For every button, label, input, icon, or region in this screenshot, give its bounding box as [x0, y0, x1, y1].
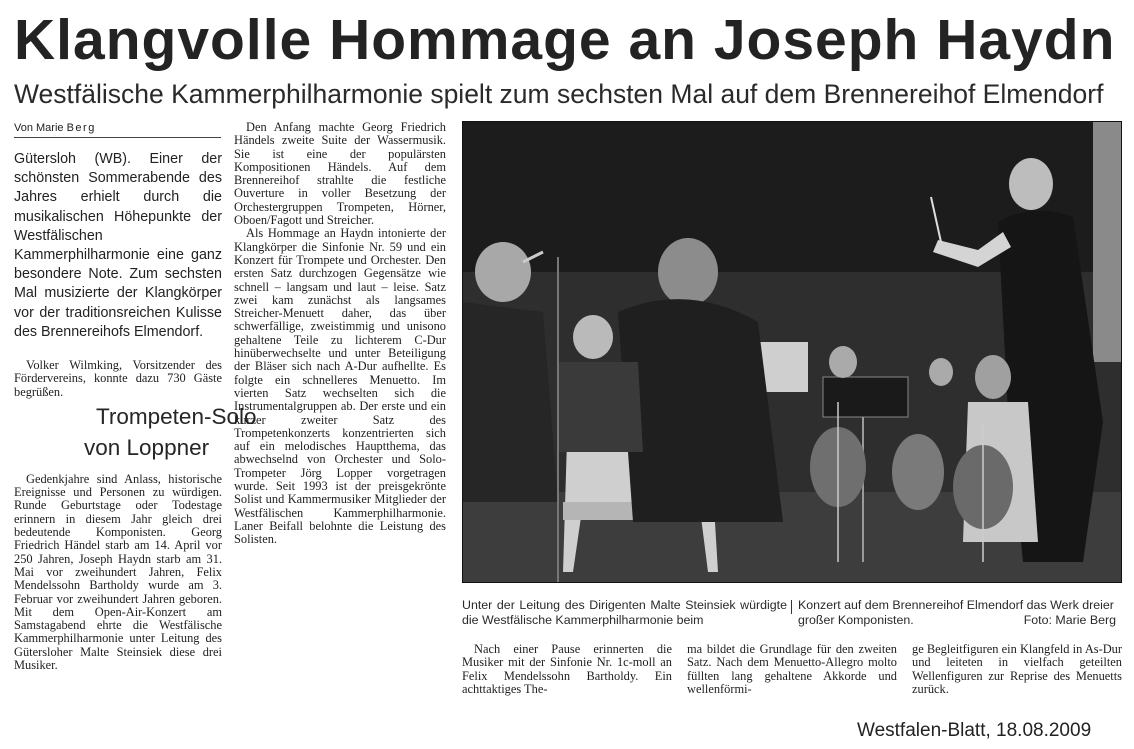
- caption-right: [798, 598, 1116, 627]
- subheadline: Westfälische Kammerphilharmonie spielt zum sechsten Mal auf dem Brennereihof Elmendorf: [14, 79, 1104, 109]
- subheading-line: Trompeten-Solo: [96, 403, 257, 429]
- source-line: Westfalen-Blatt, 18.08.2009: [857, 720, 1092, 741]
- subheading-line: von Loppner: [84, 434, 210, 460]
- paragraph: [14, 399, 257, 673]
- column-5: [912, 643, 1122, 705]
- paragraph: Nach einer Pause erinnerten die Musiker mit der Sinfonie Nr. 1c-moll an Felix Mendelssohn Bartholdy. Ein achttaktiges The-: [462, 642, 672, 696]
- caption-divider: [791, 600, 792, 614]
- caption-right-text: Konzert auf dem Brennereihof Elmendorf das Werk dreier großer Komponisten.: [798, 598, 1114, 627]
- photo-credit: Foto: Marie Berg: [1023, 612, 1116, 627]
- byline-prefix: Von Marie: [14, 122, 64, 134]
- headline: Klangvolle Hommage an Joseph Haydn: [14, 8, 1116, 72]
- paragraph: ge Begleitfiguren ein Klangfeld in As-Dur und leiteten in vielfach geteilten Wellenfiguren zur Reprise des Menuetts zurück.: [912, 642, 1122, 696]
- column-4: [687, 643, 897, 705]
- byline-name: Berg: [66, 122, 96, 134]
- paragraph: Den Anfang machte Georg Friedrich Händels zweite Suite der Wassermusik. Sie ist eine der populärsten Kompositionen Händels. Auf dem Brennereihof strahlte die festliche Ouverture in voller Besetzung der Orchestergruppen Trompeten, Hörner, Oboen/Fagott und Streicher.: [234, 120, 446, 228]
- orchestra-photo: [462, 121, 1122, 583]
- paragraph: ma bildet die Grundlage für den zweiten Satz. Nach dem Menuetto-Allegro molto füllten lang gehaltene Akkorde und wellenförmi-: [687, 642, 897, 696]
- column-2: [234, 121, 446, 711]
- paragraph-text: Gedenkjahre sind Anlass, historische Ereignisse und Personen zu würdigen. Runde Geburtstage oder Todestage erinnern in diesem Jahr gleich drei bedeutende Komponisten. Georg Friedrich Händel starb am 14. April vor 250 Jahren, Joseph Haydn starb am 31. Mai vor zweihundert Jahren, Felix Mendelssohn Bartholdy wurde am 3. Februar vor zweihundert Jahren geboren. Mit dem Open-Air-Konzert am Samstagabend ehrte die Westfälische Kammerphilharmonie unter Leitung des Gütersloher Malte Steinsiek diese drei Musiker.: [14, 471, 222, 673]
- lead-paragraph: Gütersloh (WB). Einer der schönsten Sommerabende des Jahres erhielt durch die musikalischen Höhepunkte der Westfälischen Kammerphilharmonie eine ganz besondere Note. Zum sechsten Mal musizierte der Klangkörper vor der traditionsreichen Kulisse des Brennereihofs Elmendorf.: [14, 151, 222, 340]
- orchestra-photo-graphic: [463, 122, 1122, 583]
- column-1: [14, 358, 257, 709]
- column-3: [462, 643, 672, 705]
- section-subheading: [84, 401, 257, 473]
- paragraph: Volker Wilmking, Vorsitzender des Fördervereins, konnte dazu 730 Gäste begrüßen.: [14, 358, 222, 399]
- paragraph: Als Hommage an Haydn intonierte der Klangkörper die Sinfonie Nr. 59 und ein Konzert für Trompete und Orchester. Den ersten Satz durchzogen Gegensätze wie schnell – langsam und laut – leise. Satz zwei kam zunächst als langsames Streicher-Menuett daher, das über schwerfällige, zweistimmig und unisono gehaltene Teile zu lichterem C-Dur hinüberwechselte und unter Beteiligung der Bläser sich nach A-Dur aufhellte. Es folgte ein schnelleres Menuetto. Im vierten Satz wechselten sich die Instrumentalgruppen ab. Der erste und ein kurzer zweiter Satz des Trompetenkonzerts konzentrierten sich auf ein melodisches Hauptthema, das abwechselnd von Orchester und Solo-Trompeter Jörg Lopper vorgetragen wurde. Seit 1993 ist der preisgekrönte Solist und Kammermusiker Mitglieder der Westfälischen Kammerphilharmonie. Laner Beifall belohnte die Leistung des Solisten.: [234, 226, 446, 547]
- byline: [14, 121, 221, 138]
- caption-left: Unter der Leitung des Dirigenten Malte Steinsiek würdigte die Westfälische Kammerphilharmonie beim: [462, 598, 787, 627]
